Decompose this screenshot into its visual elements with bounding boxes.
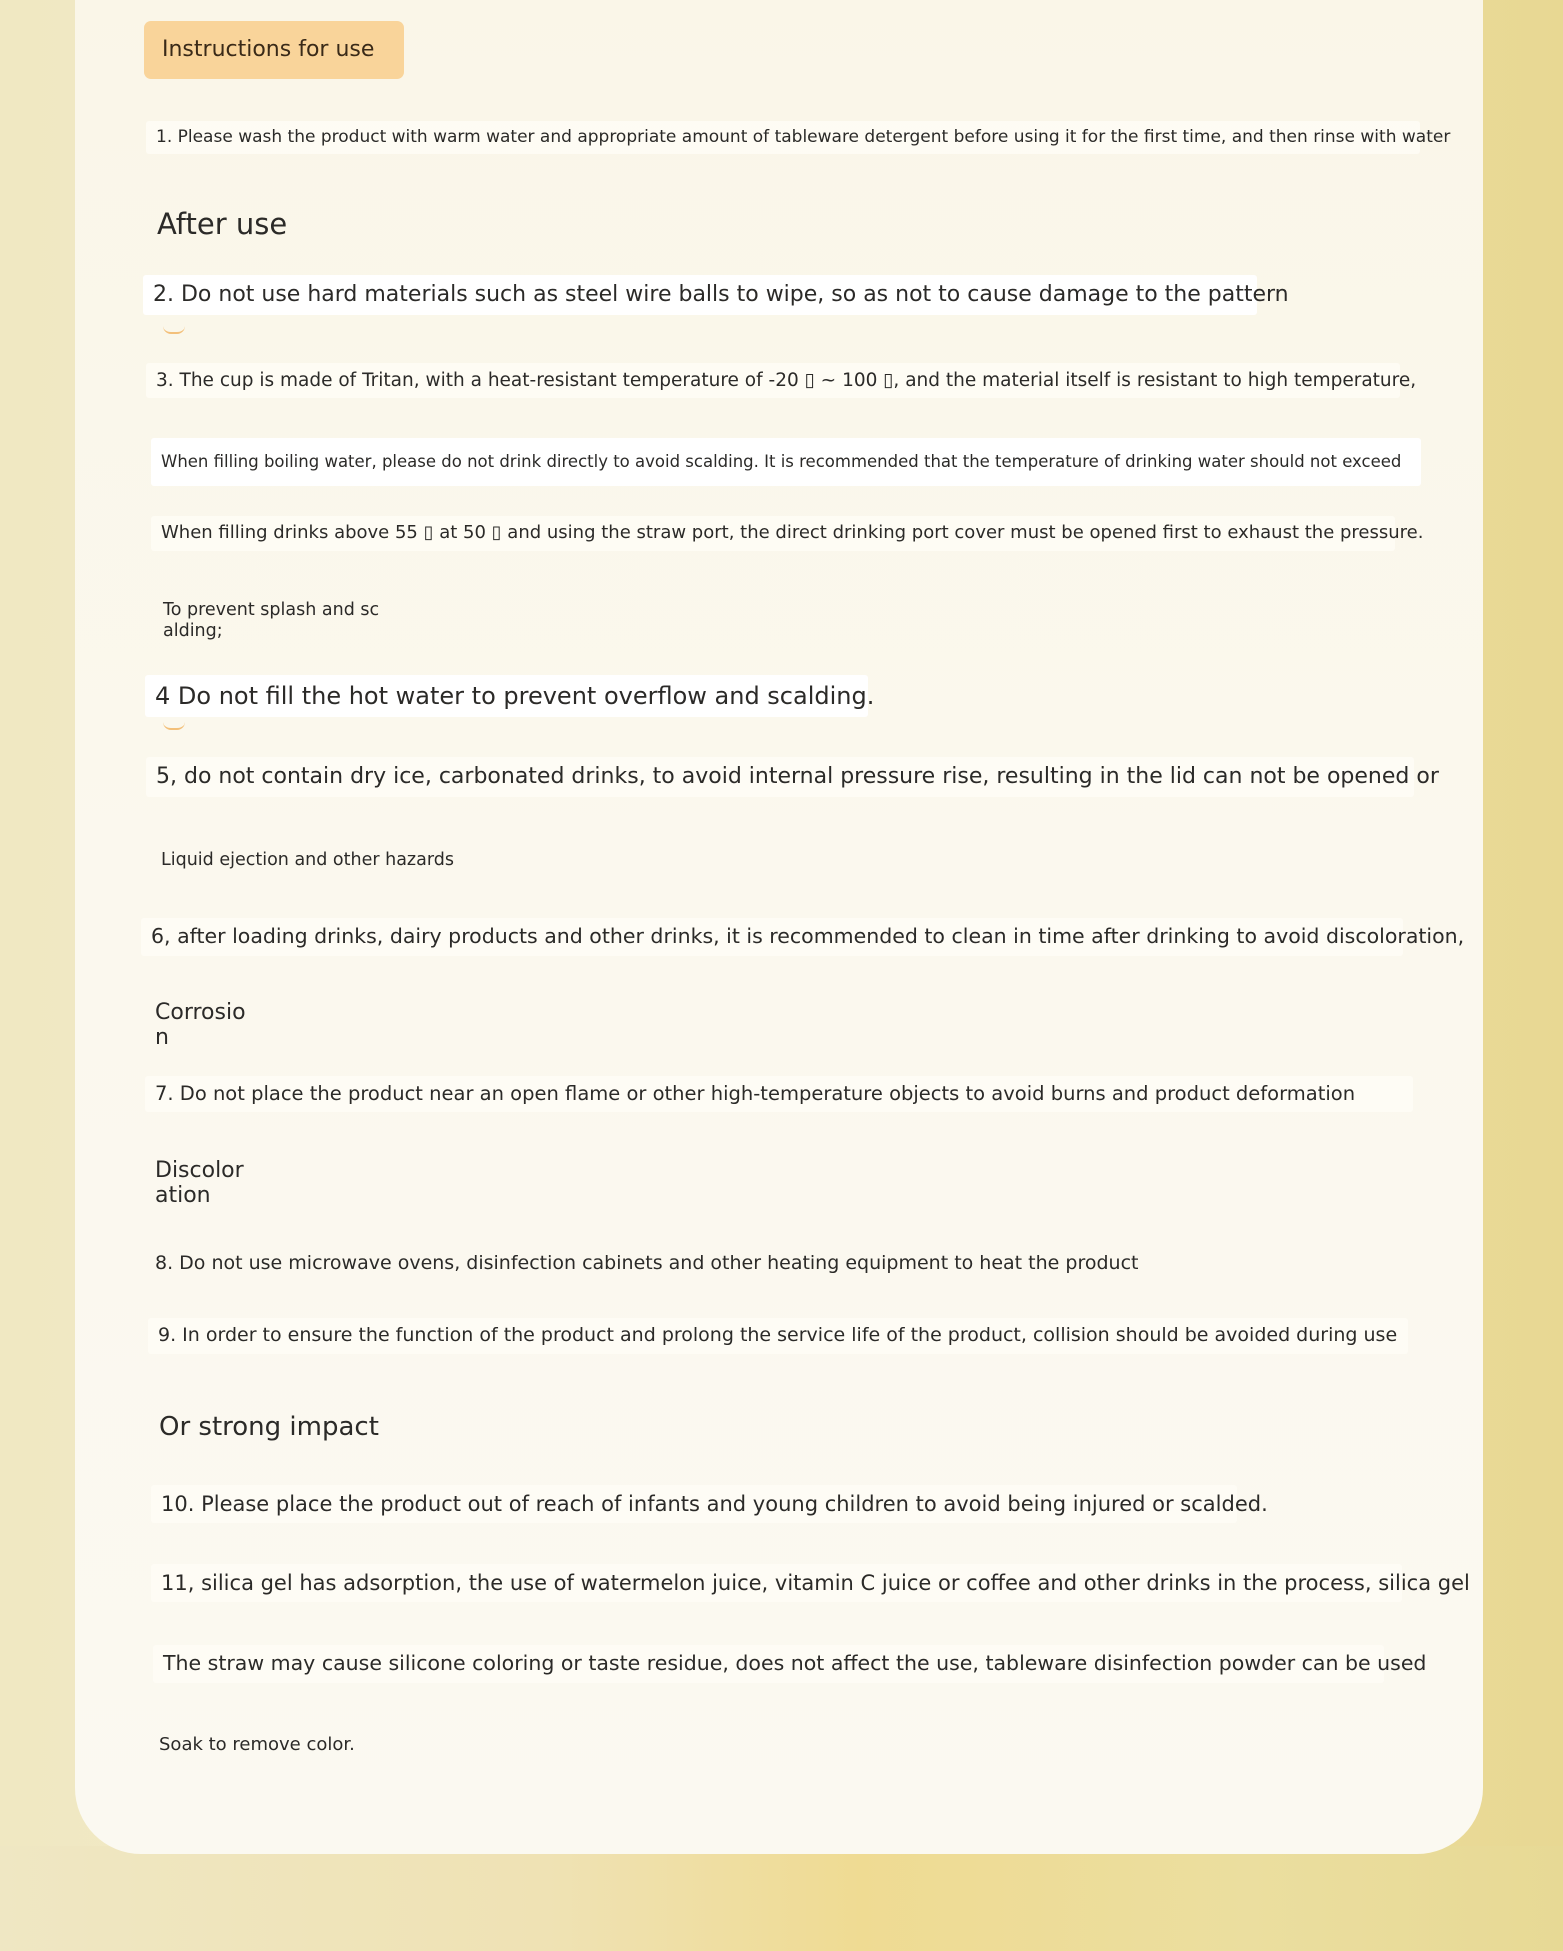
instruction-line-2: 2. Do not use hard materials such as steel wire balls to wipe, so as not to cause damage to the pattern (143, 275, 1257, 315)
instruction-line-3: 3. The cup is made of Tritan, with a heat-resistant temperature of -20 ▯ ~ 100 ▯, and the material itself is resistant to high temperature, (146, 363, 1400, 398)
instruction-line-11-soak-note: Soak to remove color. (159, 1734, 355, 1755)
instruction-line-8: 8. Do not use microwave ovens, disinfection cabinets and other heating equipment to heat the product (155, 1252, 1139, 1274)
background-bottom-band (0, 1846, 1563, 1951)
instruction-line-11: 11, silica gel has adsorption, the use of watermelon juice, vitamin C juice or coffee and other drinks in the process, silica gel (151, 1564, 1402, 1602)
instruction-line-5-continued: Liquid ejection and other hazards (161, 850, 454, 870)
instruction-line-9: 9. In order to ensure the function of the product and prolong the service life of the product, collision should be avoided during use (148, 1318, 1408, 1354)
instruction-line-6-corrosion: Corrosion (155, 1000, 246, 1051)
instruction-line-5: 5, do not contain dry ice, carbonated drinks, to avoid internal pressure rise, resulting in the lid can not be opened or (146, 757, 1414, 797)
instruction-line-7-discoloration: Discoloration (155, 1158, 244, 1209)
instruction-line-3-continued: When filling boiling water, please do not drink directly to avoid scalding. It is recommended that the temperature of drinking water should not exceed (151, 438, 1421, 486)
instructions-badge: Instructions for use (144, 21, 404, 79)
instruction-line-9-continued: Or strong impact (159, 1412, 379, 1442)
instruction-line-10: 10. Please place the product out of reach of infants and young children to avoid being injured or scalded. (151, 1485, 1237, 1523)
instruction-line-3-splash-note: To prevent splash and scalding; (163, 600, 380, 641)
instruction-heading-after-use: After use (157, 207, 288, 241)
instruction-line-3-drinks-note: When filling drinks above 55 ▯ at 50 ▯ and using the straw port, the direct drinking port cover must be opened first to exhaust the pressure. (151, 516, 1395, 551)
instruction-line-4: 4 Do not fill the hot water to prevent overflow and scalding. (145, 675, 868, 717)
instruction-line-1: 1. Please wash the product with warm water and appropriate amount of tableware detergent before using it for the first time, and then rinse with water (146, 121, 1420, 154)
instruction-line-7: 7. Do not place the product near an open flame or other high-temperature objects to avoid burns and product deformation (145, 1076, 1413, 1112)
instruction-line-6: 6, after loading drinks, dairy products and other drinks, it is recommended to clean in time after drinking to avoid discoloration, (141, 918, 1403, 956)
instruction-line-11-continued: The straw may cause silicone coloring or taste residue, does not affect the use, tableware disinfection powder can be used (153, 1645, 1384, 1683)
